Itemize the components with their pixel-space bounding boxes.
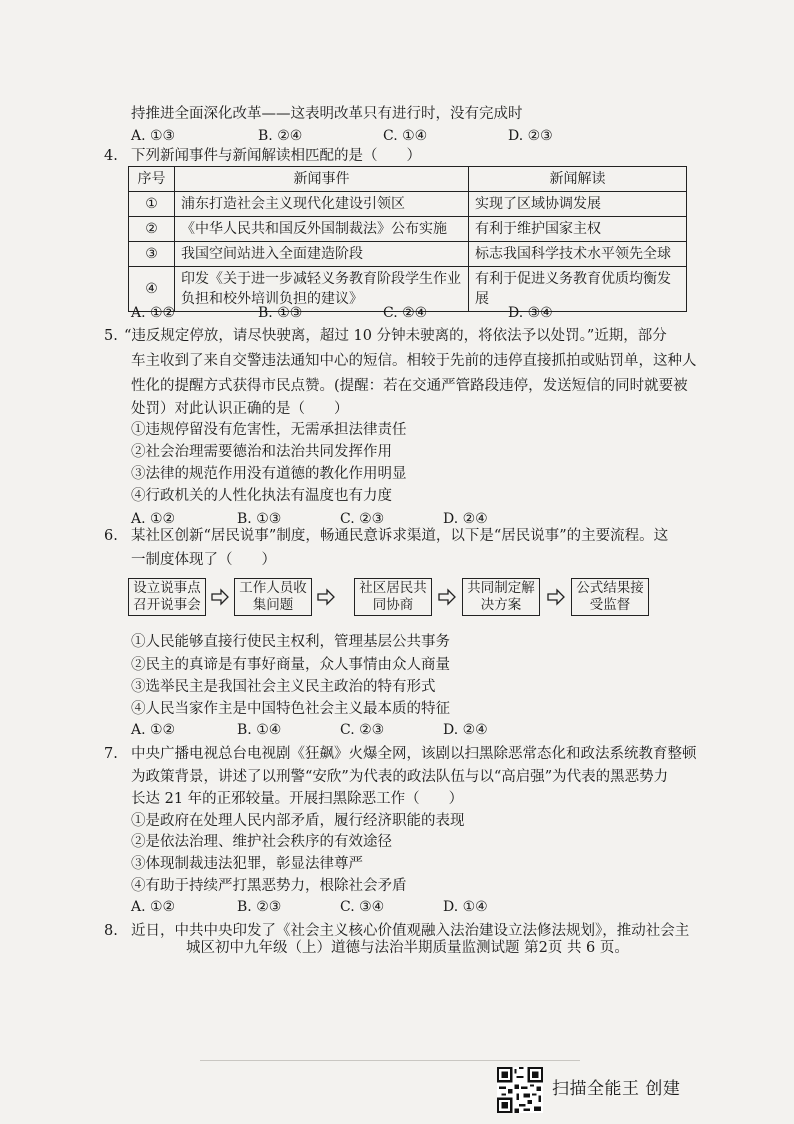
option: D. ②④ [443, 511, 488, 527]
q3-tail: 持推进全面深化改革——这表明改革只有进行时，没有完成时 [131, 106, 523, 122]
option: B. ①④ [237, 722, 282, 738]
q7-number: 7. [104, 746, 118, 762]
q5-stem-1: “违反规定停放，请尽快驶离，超过 10 分钟未驶离的，将依法予以处罚。”近期，部分 [124, 328, 667, 344]
table-cell: 我国空间站进入全面建造阶段 [175, 242, 469, 267]
q6-stem-2: 一制度体现了（ ） [131, 552, 276, 568]
flow-step: 工作人员收集问题 [234, 578, 312, 616]
q5-stem-2: 车主收到了来自交警违法通知中心的短信。相较于先前的违停直接抓拍或贴罚单，这种人 [131, 353, 697, 369]
q5-statement-1: ①违规停留没有危害性，无需承担法律责任 [131, 422, 407, 438]
table-cell: ③ [129, 242, 175, 267]
q8-number: 8. [104, 923, 118, 939]
q4-stem: 下列新闻事件与新闻解读相匹配的是（ ） [131, 148, 421, 164]
option: C. ②③ [340, 511, 385, 527]
q5-stem-4: 处罚）对此认识正确的是（ ） [131, 401, 349, 417]
q5-statement-2: ②社会治理需要德治和法治共同发挥作用 [131, 444, 392, 460]
q7-statement-2: ②是依法治理、维护社会秩序的有效途径 [131, 834, 392, 850]
table-cell: 标志我国科学技术水平领先全球 [469, 242, 687, 267]
page-footer: 城区初中九年级（上）道德与法治半期质量监测试题 第2页 共 6 页。 [186, 940, 629, 956]
q6-statement-4: ④人民当家作主是中国特色社会主义最本质的特征 [131, 701, 450, 717]
news-table [128, 166, 687, 312]
q7-stem-3: 长达 21 年的正邪较量。开展扫黑除恶工作（ ） [131, 791, 464, 807]
table-header-row [129, 167, 687, 192]
option: A. ①② [131, 511, 176, 527]
option: A. ①② [131, 722, 176, 738]
option: A. ①② [131, 899, 176, 915]
flow-step: 共同制定解决方案 [462, 578, 540, 616]
right-arrow-icon [317, 588, 335, 606]
option: D. ①④ [443, 899, 488, 915]
option: C. ②④ [383, 305, 428, 321]
option: D. ②④ [443, 722, 488, 738]
option: B. ②④ [258, 128, 303, 144]
table-header: 新闻事件 [175, 167, 469, 192]
process-flow [128, 578, 688, 618]
q6-statement-2: ②民主的真谛是有事好商量，众人事情由众人商量 [131, 657, 450, 673]
option: C. ③④ [340, 899, 385, 915]
q8-stem-1: 近日，中共中央印发了《社会主义核心价值观融入法治建设立法修法规划》，推动社会主 [131, 923, 690, 939]
q5-stem-3: 性化的提醒方式获得市民点赞。(提醒：若在交通严管路段违停，发送短信的同时就要被 [131, 378, 688, 394]
right-arrow-icon [438, 588, 456, 606]
q5-number: 5. [104, 328, 118, 344]
q5-statement-3: ③法律的规范作用没有道德的教化作用明显 [131, 466, 407, 482]
q6-statement-1: ①人民能够直接行使民主权利，管理基层公共事务 [131, 634, 450, 650]
q4-options [131, 303, 553, 323]
right-arrow-icon [547, 588, 565, 606]
q6-statement-3: ③选举民主是我国社会主义民主政治的特有形式 [131, 679, 436, 695]
flow-step: 设立说事点召开说事会 [128, 578, 206, 616]
q5-statement-4: ④行政机关的人性化执法有温度也有力度 [131, 488, 392, 504]
q7-stem-1: 中央广播电视总台电视剧《狂飙》火爆全网，该剧以扫黑除恶常态化和政法系统教育整顿 [131, 746, 697, 762]
option: B. ①③ [237, 511, 282, 527]
table-row [129, 242, 687, 267]
table-cell: 印发《关于进一步减轻义务教育阶段学生作业负担和校外培训负担的建议》 [175, 267, 469, 312]
option: D. ②③ [508, 128, 553, 144]
option: D. ③④ [508, 305, 553, 321]
table-cell: 浦东打造社会主义现代化建设引领区 [175, 192, 469, 217]
table-cell: 实现了区域协调发展 [469, 192, 687, 217]
option: A. ①② [131, 305, 176, 321]
q7-statement-3: ③体现制裁违法犯罪，彰显法律尊严 [131, 856, 363, 872]
option: C. ①④ [383, 128, 428, 144]
right-arrow-icon [211, 588, 229, 606]
q7-statement-4: ④有助于持续严打黑恶势力，根除社会矛盾 [131, 878, 407, 894]
q3-options [131, 126, 553, 146]
option: A. ①③ [131, 128, 176, 144]
table-cell: 有利于促进义务教育优质均衡发展 [469, 267, 687, 312]
q7-statement-1: ①是政府在处理人民内部矛盾，履行经济职能的表现 [131, 813, 465, 829]
flow-step: 社区居民共同协商 [354, 578, 432, 616]
scanner-watermark: 扫描全能王 创建 [552, 1079, 681, 1099]
qr-code-icon [497, 1067, 543, 1113]
flow-step: 公式结果接受监督 [571, 578, 649, 616]
q7-stem-2: 为政策背景，讲述了以刑警“安欣”为代表的政法队伍与以“高启强”为代表的黑恶势力 [131, 769, 669, 785]
option: B. ①③ [258, 305, 303, 321]
q7-options [131, 897, 488, 917]
table-cell: ④ [129, 267, 175, 312]
table-row [129, 192, 687, 217]
option: C. ②③ [340, 722, 385, 738]
table-cell: 《中华人民共和国反外国制裁法》公布实施 [175, 217, 469, 242]
q6-number: 6. [104, 528, 118, 544]
q4-number: 4. [104, 148, 118, 164]
option: B. ②③ [237, 899, 282, 915]
table-header: 新闻解读 [469, 167, 687, 192]
q6-stem-1: 某社区创新“居民说事”制度，畅通民意诉求渠道，以下是“居民说事”的主要流程。这 [131, 528, 669, 544]
divider [200, 1060, 580, 1061]
table-header: 序号 [129, 167, 175, 192]
table-cell: 有利于维护国家主权 [469, 217, 687, 242]
table-cell: ② [129, 217, 175, 242]
table-row [129, 217, 687, 242]
table-cell: ① [129, 192, 175, 217]
q6-options [131, 720, 488, 740]
